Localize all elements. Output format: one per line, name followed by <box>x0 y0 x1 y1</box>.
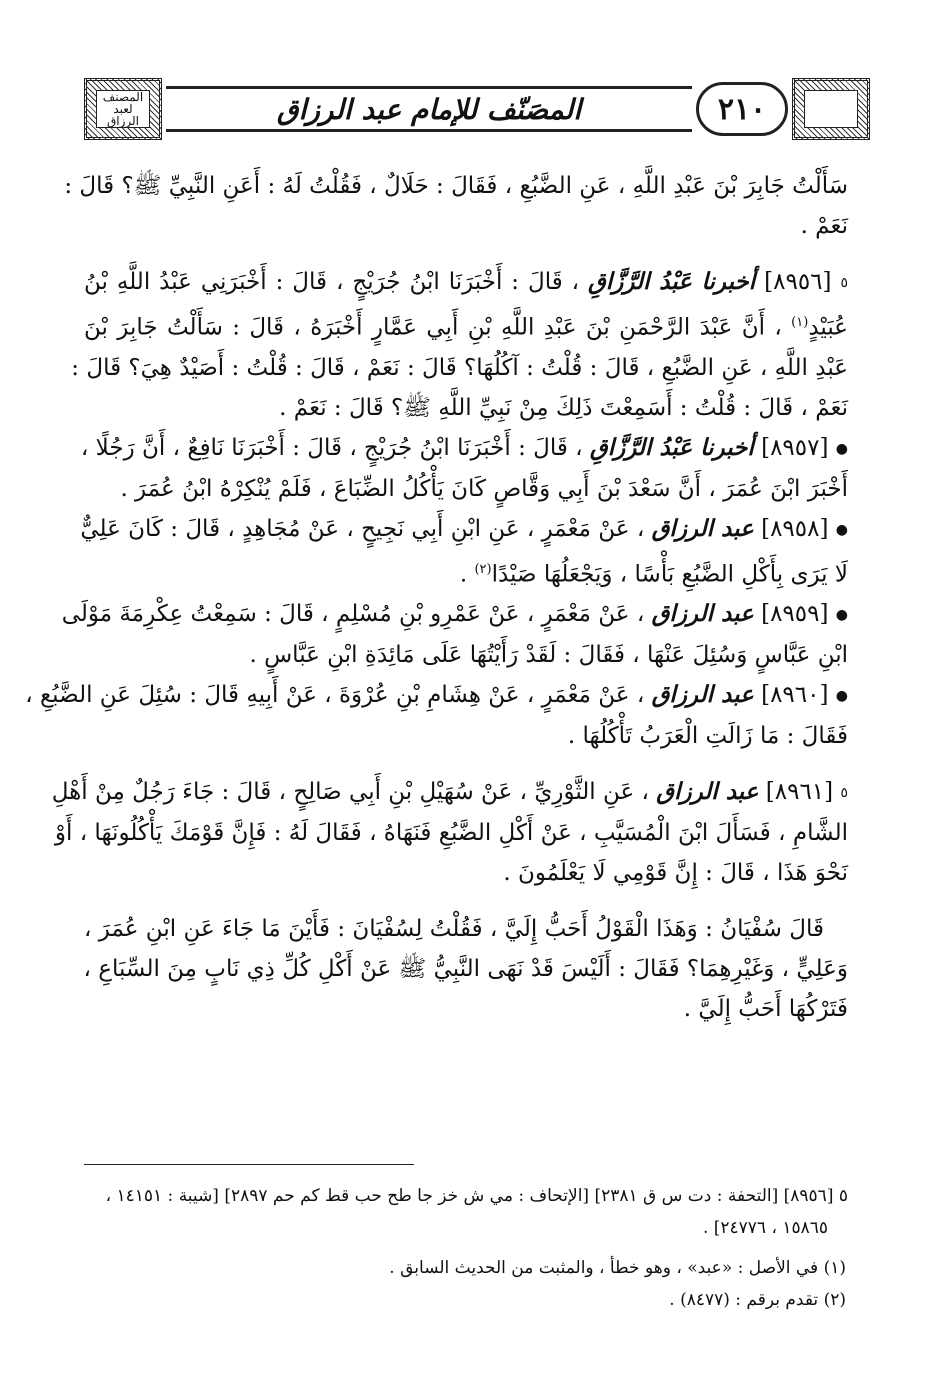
text-line: ، أَنَّ عَبْدَ الرَّحْمَنِ بْنَ عَبْدِ اللَّهِ بْنِ أَبِي عَمَّارٍ أَخْبَرَهُ ، قَالَ : سَأَلْتُ جَابِرَ بْنَ <box>84 314 782 341</box>
filled-marker: ● <box>835 688 848 705</box>
hadith-8959 <box>61 594 848 675</box>
page-number: ٢١٠ <box>696 82 788 136</box>
running-title: المصَنّف للإمام عبد الرزاق <box>276 92 582 126</box>
text-line: عَبْدِ اللَّهِ ، عَنِ الضَّبُعِ ، قَالَ : قُلْتُ : آكُلُهَا؟ قَالَ : نَعَمْ ، قَالَ : قُلْتُ : أَصَيْدٌ هِيَ؟ قَالَ : <box>71 354 848 381</box>
ornament-label: المصنف لعبد الرزاق <box>96 90 150 128</box>
footnote-2: (٢) تقدم برقم : (٨٤٧٧) . <box>669 1290 846 1310</box>
hadith-8956 <box>71 262 848 428</box>
text-line: قَالَ سُفْيَانُ : وَهَذَا الْقَوْلُ أَحَبُّ إِلَيَّ ، فَقُلْتُ لِسُفْيَانَ : فَأَيْنَ مَا جَاءَ عَنِ ابْنِ عُمَرَ ، <box>84 916 824 943</box>
text-line: أَخْبَرَ ابْنَ عُمَرَ ، أَنَّ سَعْدَ بْنَ أَبِي وَقَّاصٍ كَانَ يَأْكُلُ الضِّبَاعَ ، فَلَمْ يُنْكِرْهُ ابْنُ عُمَرَ . <box>120 475 848 502</box>
hadith-number: [٨٩٥٧] <box>761 434 829 461</box>
footnote-divider <box>84 1164 414 1165</box>
text-line: عُبَيْدٍ <box>808 314 848 341</box>
hadith-number: [٨٩٥٩] <box>761 601 829 628</box>
text-line: ، عَنْ مَعْمَرٍ ، عَنْ هِشَامِ بْنِ عُرْوَةَ ، عَنْ أَبِيهِ قَالَ : سُئِلَ عَنِ الضَّبُعِ ، <box>25 682 645 709</box>
hadith-number: [٨٩٦١] <box>765 779 834 806</box>
hadith-8960 <box>25 675 848 756</box>
text-line: لَا يَرَى بِأَكْلِ الضَّبُعِ بَأْسًا ، وَيَجْعَلُهَا صَيْدًا <box>491 561 848 588</box>
text-line: نَعَمْ . <box>800 213 848 239</box>
footnote-takhrij: ٥ [٨٩٥٦] [التحفة : دت س ق ٢٣٨١] [الإتحاف : مي ش خز جا طح حب قط كم حم ٢٨٩٧] [شيبة : ١٤١٥١ ، <box>105 1186 848 1206</box>
footnote-takhrij-cont: ١٥٨٦٥ ، ٢٤٧٧٦] . <box>702 1218 828 1238</box>
hadith-8957 <box>80 428 848 509</box>
filled-marker: ● <box>835 440 848 457</box>
text-line: ، عَنِ الثَّوْرِيِّ ، عَنْ سُهَيْلِ بْنِ أَبِي صَالِحٍ ، قَالَ : جَاءَ رَجُلٌ مِنْ أَهْلِ <box>51 779 649 806</box>
narrator-name: أخبرنا عَبْدُ الرَّزَّاقِ <box>589 433 754 461</box>
hadith-8958: ● [٨٩٥٨] عبد الرزاق ، عَنْ مَعْمَرٍ ، عَنِ ابْنِ أَبِي نَجِيحٍ ، عَنْ مُجَاهِدٍ ، قَالَ : كَانَ عَلِيٌّ لَا يَرَى بِأَكْلِ الضَّبُعِ بَأْسًا ، وَيَجْعَلُهَا صَيْدًا$^{(٢)}$ . <box>80 514 848 588</box>
narrator-name: أخبرنا عَبْدُ الرَّزَّاقِ <box>588 268 756 295</box>
hadith-number: [٨٩٥٦] <box>764 269 832 295</box>
main-text <box>25 166 848 1029</box>
header-ornament-left <box>84 78 162 140</box>
hadith-8961 <box>51 772 848 893</box>
paragraph-continuation <box>64 166 848 246</box>
page-header <box>84 78 870 140</box>
hadith-number: [٨٩٥٨] <box>761 515 829 542</box>
text-line: فَقَالَ : مَا زَالَتِ الْعَرَبُ تَأْكُلُهَا . <box>567 723 848 750</box>
text-line: ، عَنْ مَعْمَرٍ ، عَنْ عَمْرِو بْنِ مُسْلِمٍ ، قَالَ : سَمِعْتُ عِكْرِمَةَ مَوْلَى <box>61 601 645 628</box>
text-line: ، عَنْ مَعْمَرٍ ، عَنِ ابْنِ أَبِي نَجِيحٍ ، عَنْ مُجَاهِدٍ ، قَالَ : كَانَ عَلِيٌّ <box>80 515 645 542</box>
footnote-ref: (٢) <box>474 561 492 577</box>
hadith-number: [٨٩٦٠] <box>761 682 829 709</box>
text-line: نَعَمْ ، قَالَ : قُلْتُ : أَسَمِعْتَ ذَلِكَ مِنْ نَبِيِّ اللَّهِ ﷺ؟ قَالَ : نَعَمْ . <box>279 394 848 421</box>
narrator-name: عبد الرزاق <box>656 778 759 806</box>
text-line: ، قَالَ : أَخْبَرَنَا ابْنُ جُرَيْجٍ ، قَالَ : أَخْبَرَنَا نَافِعٌ ، أَنَّ رَجُلًا ، <box>80 434 583 461</box>
footnote-1: (١) في الأصل : «عبد» ، وهو خطأ ، والمثبت من الحديث السابق . <box>389 1258 846 1278</box>
footnote-ref: (١) <box>791 315 809 330</box>
commentary-paragraph <box>84 909 848 1029</box>
filled-marker: ● <box>835 521 848 538</box>
text-line: فَتَرْكُهَا أَحَبُّ إِلَيَّ . <box>683 996 848 1023</box>
text-line: الشَّامِ ، فَسَأَلَ ابْنَ الْمُسَيَّبِ ، عَنْ أَكْلِ الضَّبُعِ فَنَهَاهُ ، فَقَالَ لَهُ : فَإِنَّ قَوْمَكَ يَأْكُلُونَهَا ، أَوْ <box>54 820 848 847</box>
header-ornament-right <box>792 78 870 140</box>
hollow-marker: ٥ <box>840 785 848 802</box>
narrator-name: عبد الرزاق <box>651 681 754 709</box>
text-line: ، قَالَ : أَخْبَرَنَا ابْنُ جُرَيْجٍ ، قَالَ : أَخْبَرَنِي عَبْدُ اللَّهِ بْنُ <box>84 269 580 295</box>
text-line: ابْنِ عَبَّاسٍ وَسُئِلَ عَنْهَا ، فَقَالَ : لَقَدْ رَأَيْتُهَا عَلَى مَائِدَةِ ابْنِ عَبَّاسٍ . <box>249 642 848 669</box>
text-line: وَعَلِيٍّ ، وَغَيْرِهِمَا؟ فَقَالَ : أَلَيْسَ قَدْ نَهَى النَّبِيُّ ﷺ عَنْ أَكْلِ كُلِّ ذِي نَابٍ مِنَ السِّبَاعِ ، <box>83 956 848 983</box>
text-line: نَحْوَ هَذَا ، قَالَ : إِنَّ قَوْمِي لَا يَعْلَمُونَ . <box>503 860 848 887</box>
narrator-name: عبد الرزاق <box>651 514 754 542</box>
header-title-band <box>166 86 692 132</box>
filled-marker: ● <box>835 607 848 624</box>
narrator-name: عبد الرزاق <box>651 600 754 628</box>
hollow-marker: ٥ <box>840 275 848 291</box>
text-line: سَأَلْتُ جَابِرَ بْنَ عَبْدِ اللَّهِ ، عَنِ الضَّبُعِ ، فَقَالَ : حَلَالٌ ، فَقُلْتُ لَهُ : أَعَنِ النَّبِيِّ ﷺ؟ قَالَ : <box>64 173 848 199</box>
